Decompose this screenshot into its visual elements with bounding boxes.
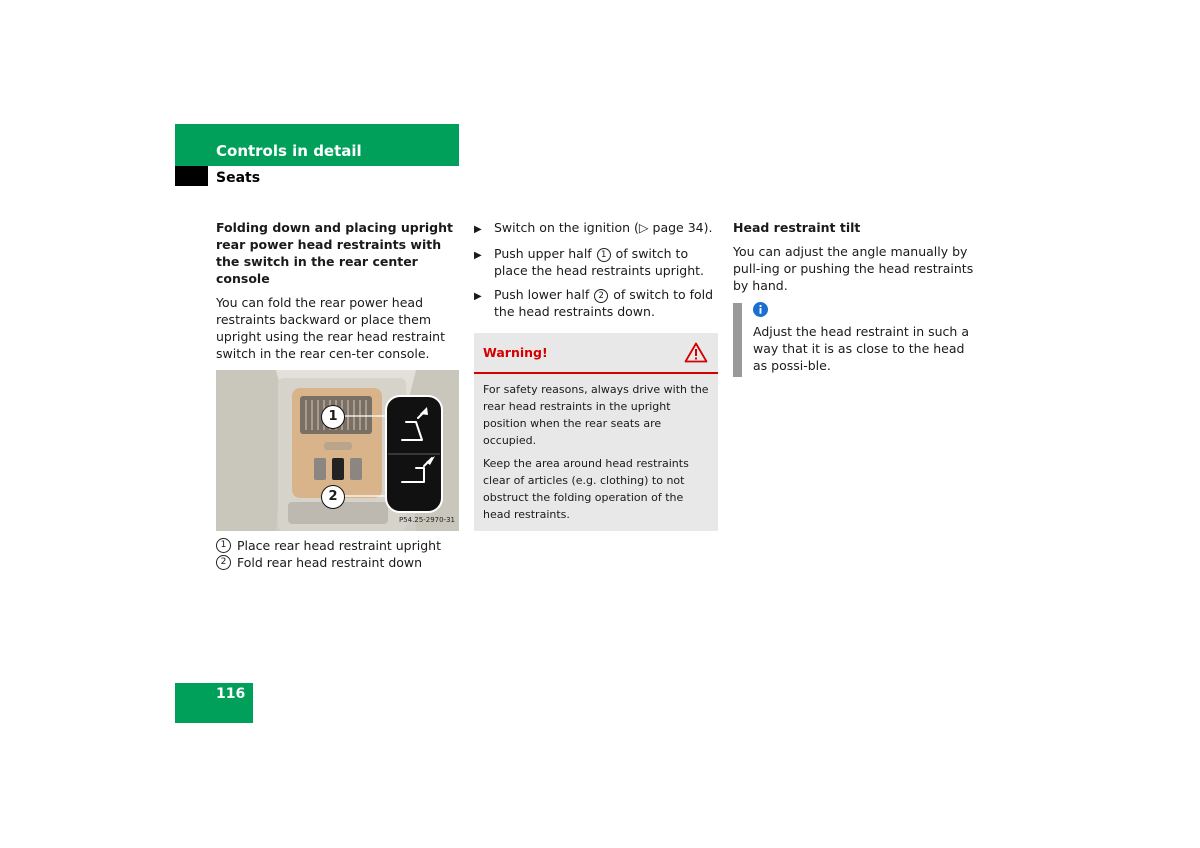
tilt-paragraph: You can adjust the angle manually by pull-ing or pushing the head restraints by hand. (733, 244, 974, 293)
step-number: 2 (594, 289, 608, 303)
procedure-heading: Folding down and placing upright rear power head restraints with the switch in the rear center console (216, 220, 453, 286)
column-left (216, 219, 459, 571)
step-text: Switch on the ignition (▷ page 34). (494, 220, 713, 235)
note-text: Adjust the head restraint in such a way that it is as close to the head as possi-ble. (753, 324, 969, 373)
legend-text: Place rear head restraint upright (237, 538, 441, 553)
triangle-bullet-icon: ▶ (474, 250, 482, 261)
switch-figure (216, 370, 459, 531)
subsection-title: Seats (216, 170, 261, 186)
figure-code: P54.25-2970-31 (398, 516, 455, 524)
page-number: 116 (216, 686, 246, 702)
warning-box (474, 333, 718, 531)
warning-title: Warning! (483, 345, 548, 360)
step-text: Push lower half 2 of switch to fold the head restraints down. (494, 287, 714, 319)
warning-header (474, 333, 718, 374)
subsection-marker (175, 166, 208, 186)
legend-item (216, 537, 459, 554)
warning-paragraph: For safety reasons, always drive with the rear head restraints in the upright position when the rear seats are occupied. (483, 383, 709, 447)
tilt-heading: Head restraint tilt (733, 220, 861, 235)
warning-triangle-icon (684, 342, 708, 363)
legend-number: 2 (216, 555, 231, 570)
intro-paragraph: You can fold the rear power head restraints backward or place them upright using the rear head restraint switch in the rear cen-ter console. (216, 295, 445, 361)
callout-marker-2: 2 (321, 485, 345, 509)
section-title: Controls in detail (216, 142, 362, 160)
info-icon (753, 302, 768, 317)
figure-legend (216, 537, 459, 571)
step-text: Push upper half 1 of switch to place the head restraints upright. (494, 246, 705, 278)
column-middle (474, 219, 718, 531)
triangle-bullet-icon: ▶ (474, 291, 482, 302)
callout-marker-1: 1 (321, 405, 345, 429)
legend-number: 1 (216, 538, 231, 553)
step-number: 1 (597, 248, 611, 262)
triangle-bullet-icon: ▶ (474, 224, 482, 235)
legend-item (216, 554, 459, 571)
step-item (474, 286, 718, 320)
warning-paragraph: Keep the area around head restraints clear of articles (e.g. clothing) to not obstruct the folding operation of the head restraints. (483, 457, 689, 521)
step-item (474, 245, 718, 279)
warning-body (474, 374, 718, 531)
legend-text: Fold rear head restraint down (237, 555, 423, 570)
column-right (733, 219, 977, 374)
info-note (733, 302, 977, 374)
step-item (474, 219, 718, 238)
note-bar (733, 303, 742, 377)
